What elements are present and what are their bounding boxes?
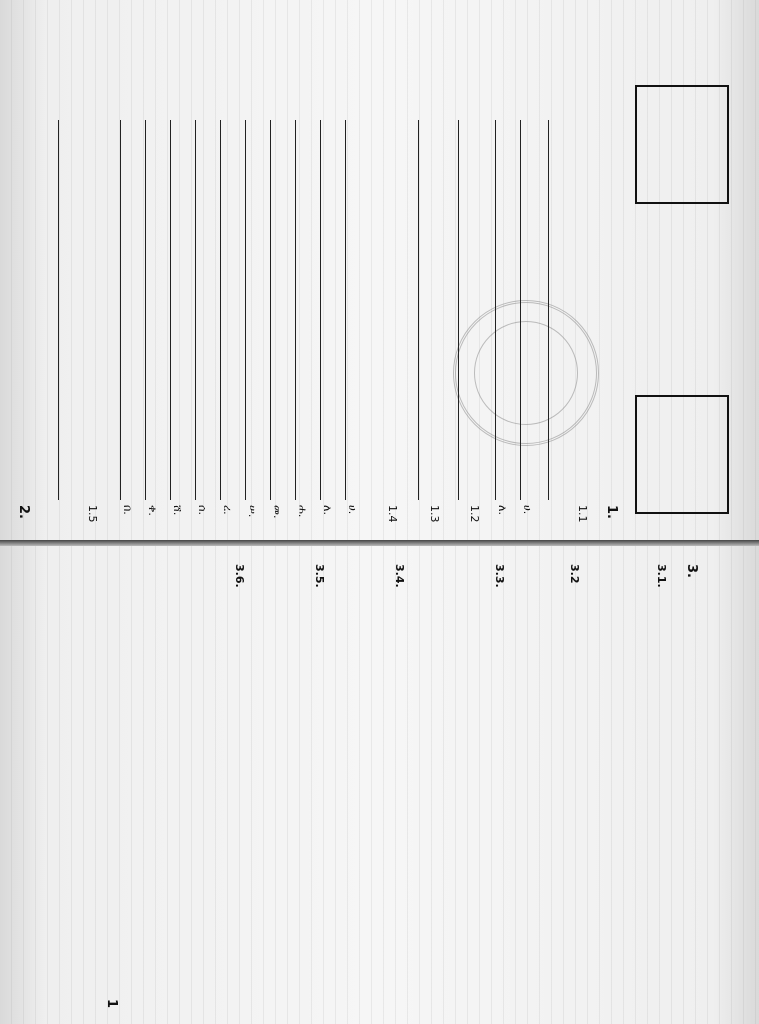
fill-line (58, 120, 59, 500)
paragraph-number: 3.1. (655, 564, 668, 588)
list-marker: ሠ. (246, 505, 259, 518)
item-number: 1.5 (86, 505, 99, 523)
paragraph (389, 564, 409, 1004)
list-marker: ሐ. (296, 505, 309, 518)
paragraph (309, 564, 329, 1004)
list-marker: መ. (271, 505, 284, 519)
photo-box (635, 85, 729, 204)
item-number: 1.1 (576, 505, 589, 523)
table-line (345, 120, 346, 500)
list-marker: ቀ. (146, 505, 159, 516)
paragraph-number: 3.6. (233, 564, 246, 588)
list-marker: ሀ. (346, 505, 359, 515)
fill-line (520, 120, 521, 500)
table-line (295, 120, 296, 500)
fill-line (548, 120, 549, 500)
section-number: 1. (604, 505, 619, 519)
list-marker: ረ. (221, 505, 234, 515)
table-line (220, 120, 221, 500)
table-line (170, 120, 171, 500)
table-line (270, 120, 271, 500)
paragraph-number: 3.5. (313, 564, 326, 588)
fill-line (495, 120, 496, 500)
paragraph-number: 3.4. (393, 564, 406, 588)
paragraph-number: 3.3. (493, 564, 506, 588)
list-marker: ለ. (321, 505, 334, 515)
fill-line (418, 120, 419, 500)
table-line (145, 120, 146, 500)
list-marker: ሀ. (521, 505, 534, 515)
list-marker: ለ. (496, 505, 509, 515)
paragraph-number: 3.2 (568, 564, 581, 584)
section-number: 2. (16, 505, 31, 519)
official-stamp (453, 300, 599, 446)
item-number: 1.4 (386, 505, 399, 523)
item-number: 1.2 (468, 505, 481, 523)
photo-box (635, 395, 729, 514)
paragraph (564, 564, 584, 1004)
list-marker: ሸ. (171, 505, 184, 516)
table-line (120, 120, 121, 500)
item-number: 1.3 (428, 505, 441, 523)
table-line (320, 120, 321, 500)
list-marker: ሰ. (196, 505, 209, 515)
paragraph (229, 564, 249, 1004)
list-marker: በ. (121, 505, 134, 515)
terms-sheet (0, 544, 759, 1024)
table-line (245, 120, 246, 500)
fill-line (458, 120, 459, 500)
page-number: 1 (104, 999, 119, 1009)
table-line (195, 120, 196, 500)
section-number: 3. (684, 564, 699, 578)
paragraph (651, 564, 671, 1004)
paragraph (489, 564, 509, 1004)
